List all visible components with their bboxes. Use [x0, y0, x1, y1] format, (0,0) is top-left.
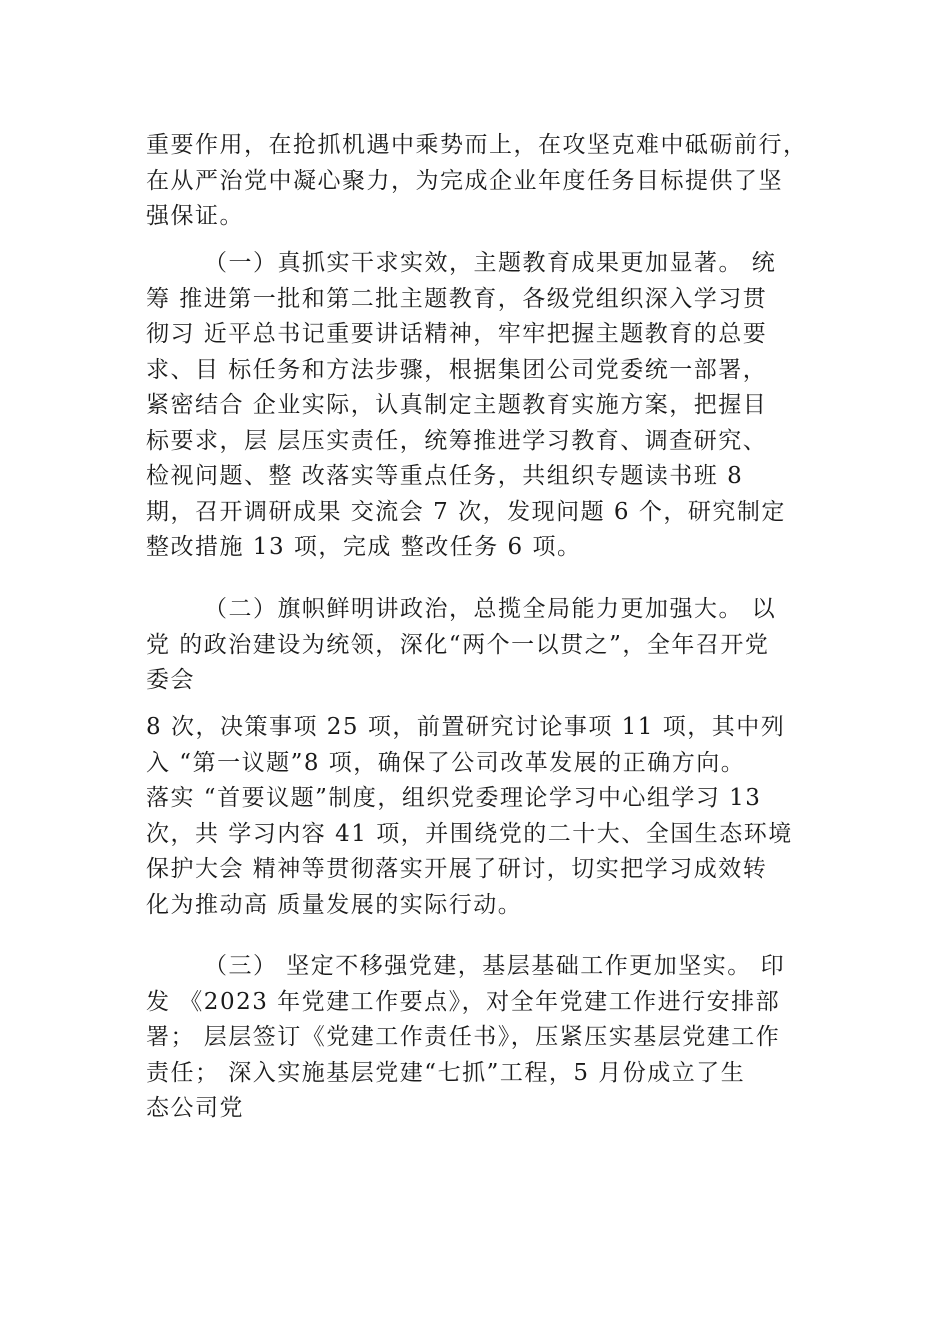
text-line: 强保证。 — [146, 203, 244, 229]
paragraph-intro — [146, 128, 816, 235]
text-line: 8 次，决策事项 25 项，前置研究讨论事项 11 项，其中列 — [146, 714, 786, 740]
paragraph-section-2-cont — [146, 710, 816, 923]
text-line: 委会 — [146, 667, 195, 693]
paragraph-section-1 — [146, 246, 816, 566]
text-line: 求、目 标任务和方法步骤，根据集团公司党委统一部署， — [146, 356, 768, 383]
text-line: 检视问题、整 改落实等重点任务，共组织专题读书班 8 — [146, 463, 744, 489]
text-line — [146, 592, 816, 628]
text-line: 化为推动高 质量发展的实际行动。 — [146, 891, 523, 918]
text-line: 责任； 深入实施基层党建“七抓”工程，5 月份成立了生 — [146, 1059, 746, 1086]
paragraph-section-2 — [146, 592, 816, 699]
text-line: 整改措施 13 项，完成 整改任务 6 项。 — [146, 534, 582, 560]
section-heading: （一）真抓实干求实效，主题教育成果更加显著。 统 — [204, 250, 777, 276]
text-line: 发 《2023 年党建工作要点》，对全年党建工作进行安排部 — [146, 988, 781, 1015]
text-line: 彻习 近平总书记重要讲话精神，牢牢把握主题教育的总要 — [146, 321, 768, 347]
text-line: 次，共 学习内容 41 项，并围绕党的二十大、全国生态环境 — [146, 820, 793, 847]
paragraph-section-3 — [146, 949, 816, 1127]
text-line: 紧密结合 企业实际，认真制定主题教育实施方案，把握目 — [146, 392, 768, 418]
text-line: 落实 “首要议题”制度，组织党委理论学习中心组学习 13 — [146, 785, 762, 811]
text-line: 党 的政治建设为统领，深化“两个一以贯之”，全年召开党 — [146, 631, 770, 658]
text-line: 署； 层层签订《党建工作责任书》，压紧压实基层党建工作 — [146, 1024, 781, 1050]
text-line: 在从严治党中凝心聚力，为完成企业年度任务目标提供了坚 — [146, 167, 783, 194]
text-line: 保护大会 精神等贯彻落实开展了研讨，切实把学习成效转 — [146, 856, 768, 882]
text-line: 期，召开调研成果 交流会 7 次，发现问题 6 个，研究制定 — [146, 498, 786, 525]
text-line: 入 “第一议题”8 项，确保了公司改革发展的正确方向。 — [146, 749, 746, 776]
text-line: 筹 推进第一批和第二批主题教育，各级党组织深入学习贯 — [146, 285, 768, 312]
text-line: 重要作用，在抢抓机遇中乘势而上，在攻坚克难中砥砺前行， — [146, 132, 808, 158]
text-line: 标要求，层 层压实责任，统筹推进学习教育、调查研究、 — [146, 427, 768, 454]
text-line — [146, 246, 816, 282]
section-heading: （二）旗帜鲜明讲政治，总揽全局能力更加强大。 以 — [204, 596, 777, 622]
section-heading: （三） 坚定不移强党建，基层基础工作更加坚实。 印 — [204, 953, 786, 979]
text-line — [146, 949, 816, 985]
text-line: 态公司党 — [146, 1095, 244, 1121]
